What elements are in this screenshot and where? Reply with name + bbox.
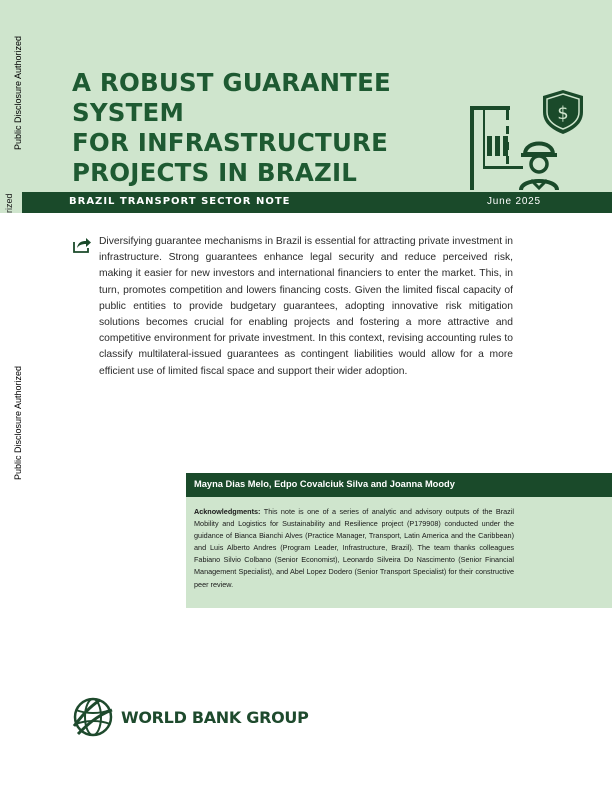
title-line: PROJECTS IN BRAZIL [72, 158, 358, 187]
title-line: A ROBUST GUARANTEE SYSTEM [72, 68, 391, 127]
share-arrow-icon[interactable] [72, 236, 92, 253]
guarantee-infrastructure-icon [465, 86, 595, 192]
sector-note-label: BRAZIL TRANSPORT SECTOR NOTE [69, 196, 291, 207]
world-bank-group-logo-text: WORLD BANK GROUP [121, 708, 309, 727]
publication-date: June 2025 [487, 196, 541, 207]
acknowledgments-body: This note is one of a series of analytic and advisory outputs of the Brazil Mobility and Logistics for Sustainability and Resilience project (P179908) conducted under the guidance of Bianca Bianchi Alves (Practice Manager, Transport, Latin America and the Caribbean) and Luis Alberto Andres (Program Leader, Infrastructure, Brazil). The team thanks colleagues Fabiano Silvio Colbano (Senior Economist), Leonardo Silveira Do Nascimento (Senior Financial Management Specialist), and Abel Lopez Dodero (Senior Transport Specialist) for their constructive peer review. [194, 507, 514, 589]
acknowledgments-text [194, 506, 514, 591]
acknowledgments-heading: Acknowledgments: [194, 507, 261, 516]
abstract-paragraph: Diversifying guarantee mechanisms in Brazil is essential for attracting private investment in infrastructure. Strong guarantees enhance legal security and reduce perceived risk, making it easier for new investors and international financiers to enter the market. This, in turn, promotes competition and lowers financing costs. Given the limited fiscal capacity of public entities to provide budgetary guarantees, adopting innovative risk mitigation solutions becomes crucial for enabling projects and fostering a more attractive and competitive environment for private investment. In this context, revising accounting rules to classify multilateral-issued guarantees as contingent liabilities would allow for a more efficient use of limited fiscal space and support their wider adoption. [99, 236, 513, 377]
public-disclosure-label: Public Disclosure Authorized [13, 35, 23, 150]
side-label-fragment [0, 192, 22, 213]
public-disclosure-label-lower: Public Disclosure Authorized [13, 365, 23, 480]
dollar-sign: $ [557, 103, 569, 124]
side-label-partial: rized [4, 193, 14, 213]
title-line: FOR INFRASTRUCTURE [72, 128, 389, 157]
page-title [72, 68, 492, 188]
world-bank-globe-icon [72, 696, 114, 738]
authors: Mayna Dias Melo, Edpo Covalciuk Silva and Joanna Moody [194, 479, 455, 489]
